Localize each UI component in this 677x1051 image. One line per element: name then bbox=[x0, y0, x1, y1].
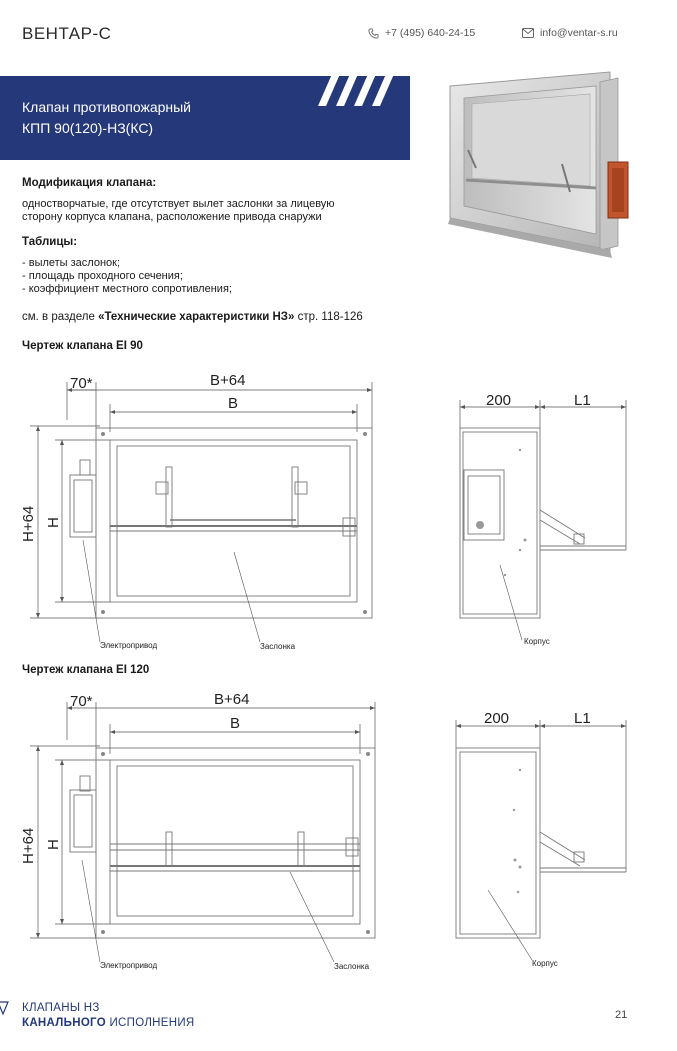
drawing-title-ei90: Чертеж клапана EI 90 bbox=[22, 340, 143, 352]
modification-line2: сторону корпуса клапана, расположение привода снаружи bbox=[22, 211, 322, 223]
footer-line1: КЛАПАНЫ НЗ bbox=[22, 1002, 100, 1014]
decorative-stripes bbox=[318, 74, 408, 114]
drawing-ei120 bbox=[0, 682, 677, 982]
phone-contact[interactable] bbox=[368, 27, 475, 39]
phone-icon bbox=[368, 28, 379, 39]
modification-line1: одностворчатые, где отсутствует вылет заслонки за лицевую bbox=[22, 198, 335, 210]
mail-icon bbox=[522, 28, 534, 38]
label-damper: Заслонка bbox=[334, 962, 370, 971]
footer-line2-bold: КАНАЛЬНОГО bbox=[22, 1017, 106, 1029]
dim-b64: B+64 bbox=[210, 372, 246, 389]
dim-h64: H+64 bbox=[20, 505, 37, 542]
label-damper: Заслонка bbox=[260, 642, 296, 651]
drawing-ei90 bbox=[0, 360, 677, 660]
dim-200: 200 bbox=[484, 710, 510, 727]
reference-text bbox=[22, 311, 363, 323]
dim-70: 70* bbox=[70, 693, 93, 710]
label-drive: Электропривод bbox=[100, 641, 158, 650]
footer-line2 bbox=[22, 1016, 195, 1031]
modification-heading: Модификация клапана: bbox=[22, 177, 157, 189]
dim-b: B bbox=[228, 395, 239, 412]
modification-description bbox=[22, 198, 335, 224]
label-body: Корпус bbox=[532, 959, 558, 968]
tables-list-item: - вылеты заслонок; bbox=[22, 257, 121, 269]
dim-b: B bbox=[230, 715, 241, 732]
drawing-title-ei120: Чертеж клапана EI 120 bbox=[22, 664, 150, 676]
footer-line2-rest: ИСПОЛНЕНИЯ bbox=[105, 1017, 195, 1029]
tables-heading: Таблицы: bbox=[22, 236, 78, 248]
dim-l1: L1 bbox=[574, 710, 591, 727]
reference-prefix: см. в разделе bbox=[22, 311, 99, 323]
dim-l1: L1 bbox=[574, 392, 591, 409]
dim-h: H bbox=[45, 517, 62, 528]
product-title-line2: КПП 90(120)-НЗ(КС) bbox=[22, 120, 154, 136]
product-image bbox=[440, 68, 640, 263]
dim-70: 70* bbox=[70, 375, 93, 392]
page-number: 21 bbox=[615, 1009, 628, 1021]
phone-number: +7 (495) 640-24-15 bbox=[385, 27, 476, 39]
product-title bbox=[22, 97, 191, 139]
dim-b64: B+64 bbox=[214, 691, 250, 708]
product-title-line1: Клапан противопожарный bbox=[22, 99, 192, 115]
label-body: Корпус bbox=[524, 637, 550, 646]
dim-200: 200 bbox=[486, 392, 512, 409]
footer-mark-icon bbox=[0, 1000, 10, 1016]
tables-list-item: - коэффициент местного сопротивления; bbox=[22, 283, 232, 295]
tables-list bbox=[22, 257, 232, 296]
label-drive: Электропривод bbox=[100, 961, 158, 970]
tables-list-item: - площадь проходного сечения; bbox=[22, 270, 183, 282]
reference-pages: стр. 118-126 bbox=[294, 311, 363, 323]
email-contact[interactable] bbox=[522, 27, 618, 39]
brand-name: ВЕНТАР-С bbox=[22, 24, 112, 43]
reference-section-link[interactable]: «Технические характеристики НЗ» bbox=[98, 311, 295, 323]
footer-section-title bbox=[22, 1001, 195, 1031]
email-address: info@ventar-s.ru bbox=[540, 27, 618, 39]
dim-h64: H+64 bbox=[20, 827, 37, 864]
dim-h: H bbox=[45, 839, 62, 850]
